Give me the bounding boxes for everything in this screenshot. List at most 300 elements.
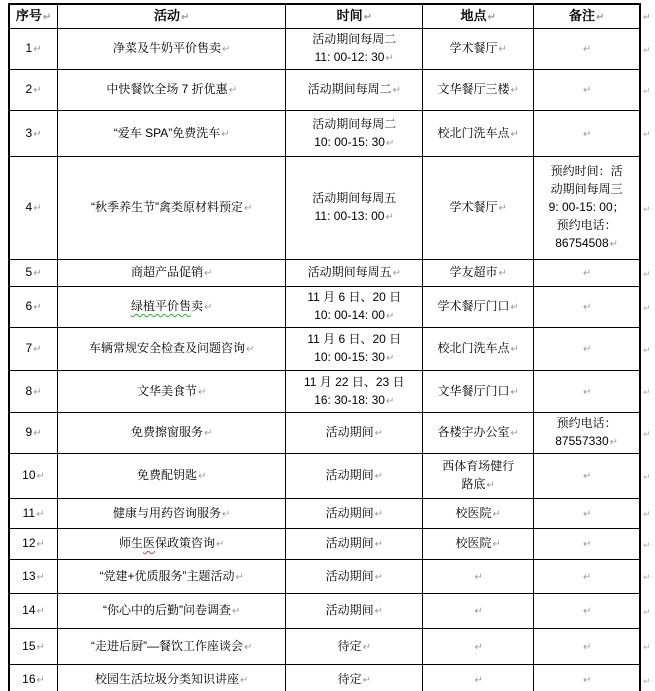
table-row [9,499,654,529]
cell-time[interactable] [286,413,423,454]
cell-location[interactable] [423,260,534,287]
paragraph-mark-icon: ↵ [374,571,383,583]
cell-line: 3↵ [25,125,42,140]
cell-no[interactable] [9,328,58,371]
cell-activity[interactable] [58,328,286,371]
cell-time[interactable] [286,157,423,260]
paragraph-mark-icon: ↵ [582,128,592,140]
cell-no[interactable] [9,594,58,629]
cell-line: 校医院↵ [455,536,501,550]
paragraph-mark-icon: ↵ [582,508,592,520]
cell-line: 西体育场健行 [442,459,515,473]
cell-line: 11 月 6 日、20 日 [307,332,402,346]
table-row [9,413,654,454]
paragraph-mark-icon: ↵ [582,674,592,686]
cell-no[interactable] [9,499,58,529]
cell-line: 5↵ [25,265,42,279]
end-of-row-mark-icon: ↵ [643,509,651,519]
cell-line: 预约时间：活 [550,164,623,178]
paragraph-mark-icon: ↵ [42,11,52,23]
paragraph-mark-icon: ↵ [385,353,395,364]
paragraph-mark-icon: ↵ [36,508,45,520]
paragraph-mark-icon: ↵ [204,268,213,279]
cell-location[interactable] [423,70,534,111]
cell-activity[interactable] [58,111,286,157]
end-of-row-mark-icon: ↵ [643,129,651,139]
cell-line: 16: 30-18: 30↵ [314,392,395,407]
paragraph-mark-icon: ↵ [33,85,42,96]
cell-no[interactable] [9,529,58,560]
paragraph-mark-icon: ↵ [33,128,42,140]
activity-text: 校园生活垃圾分类知识讲座 [95,671,240,686]
cell-time[interactable] [286,629,423,665]
cell-line: 文华餐厅门口↵ [437,383,519,398]
paragraph-mark-icon: ↵ [582,268,592,279]
paragraph-mark-icon: ↵ [362,641,371,653]
cell-line: 10: 00-14: 00↵ [314,308,395,322]
cell-location[interactable] [423,29,534,70]
cell-line: 活动期间每周五 [312,191,397,205]
table-row [9,529,654,560]
spellcheck-underline: 绿植平价售 [131,299,192,313]
cell-line: 15↵ [22,638,45,653]
paragraph-mark-icon: ↵ [181,11,190,23]
cell-note[interactable] [534,111,640,157]
table-row [9,157,654,260]
cell-line: 2↵ [25,82,42,96]
row-end-cell [640,328,654,371]
cell-line: 11 月 6 日、20 日 [307,290,402,304]
end-of-row-mark-icon: ↵ [643,302,651,313]
cell-line: 11 月 22 日、23 日 [304,374,405,389]
paragraph-mark-icon: ↵ [510,85,519,96]
activity-text: 师生 [119,536,144,550]
paragraph-mark-icon: ↵ [36,641,45,653]
column-header-time[interactable] [286,4,423,29]
activity-text: “你心中的后勤”问卷调查 [103,603,232,617]
cell-note[interactable] [534,499,640,529]
paragraph-mark-icon: ↵ [246,344,255,355]
activity-text: “秋季养生节”禽类原材料预定 [91,200,244,214]
cell-location[interactable] [423,111,534,157]
paragraph-mark-icon: ↵ [36,606,45,617]
paragraph-mark-icon: ↵ [222,508,231,520]
paragraph-mark-icon: ↵ [582,302,592,313]
table-row [9,29,654,70]
column-header-note[interactable] [534,4,640,29]
cell-activity[interactable] [58,157,286,260]
cell-time[interactable] [286,594,423,629]
activity-text: 免费配钥匙 [137,468,198,482]
end-of-row-mark-icon: ↵ [643,85,651,96]
activity-text: 中快餐饮全场 7 折优惠 [106,82,228,96]
cell-activity[interactable] [58,454,286,499]
paragraph-mark-icon: ↵ [216,539,225,550]
cell-line: 活动期间↵ [325,603,383,617]
cell-note[interactable] [534,665,640,691]
paragraph-mark-icon: ↵ [582,641,592,653]
cell-line: 10: 00-15: 30↵ [314,134,395,149]
cell-note[interactable] [534,29,640,70]
column-header-activity[interactable] [58,4,286,29]
cell-activity[interactable] [58,499,286,529]
cell-location[interactable] [423,560,534,594]
cell-activity[interactable] [58,560,286,594]
paragraph-mark-icon: ↵ [582,85,592,96]
cell-line: 待定↵ [337,638,371,653]
paragraph-mark-icon: ↵ [33,344,42,355]
paragraph-mark-icon: ↵ [510,344,519,355]
cell-line: 11: 00-13: 00↵ [314,209,394,223]
cell-activity[interactable] [58,371,286,413]
paragraph-mark-icon: ↵ [474,641,483,653]
paragraph-mark-icon: ↵ [374,606,383,617]
paragraph-mark-icon: ↵ [36,539,45,550]
cell-activity[interactable] [58,260,286,287]
cell-line: 学术餐厅门口↵ [437,299,519,313]
end-of-row-mark-icon: ↵ [643,471,651,482]
cell-line: 8↵ [25,383,42,398]
paragraph-mark-icon: ↵ [582,44,592,55]
table-row [9,260,654,287]
paragraph-mark-icon: ↵ [33,302,42,313]
cell-time[interactable] [286,454,423,499]
cell-no[interactable] [9,665,58,691]
row-end-cell [640,70,654,111]
cell-line: 活动期间↵ [325,425,383,439]
cell-time[interactable] [286,529,423,560]
header-label: 地点 [460,7,487,23]
cell-note[interactable] [534,371,640,413]
paragraph-mark-icon: ↵ [510,386,519,398]
activity-text: 免费擦窗服务 [131,425,204,439]
cell-note[interactable] [534,529,640,560]
end-of-row-mark-icon: ↵ [643,606,651,617]
cell-line: 活动期间每周二 [312,32,397,46]
cell-activity[interactable] [58,29,286,70]
paragraph-mark-icon: ↵ [474,606,483,617]
cell-line: 12↵ [22,536,45,550]
cell-line: 文华餐厅三楼↵ [437,82,519,96]
paragraph-mark-icon: ↵ [492,539,501,550]
activity-text: “党建+优质服务”主题活动 [99,568,235,583]
paragraph-mark-icon: ↵ [486,480,495,491]
row-end-cell [640,529,654,560]
end-of-row-mark-icon: ↵ [643,642,651,652]
paragraph-mark-icon: ↵ [374,428,383,439]
paragraph-mark-icon: ↵ [498,203,507,214]
row-end-cell [640,157,654,260]
paragraph-mark-icon: ↵ [609,239,619,250]
header-label: 备注 [568,7,595,23]
paragraph-mark-icon: ↵ [232,606,241,617]
table-row [9,629,654,665]
cell-location[interactable] [423,454,534,499]
paragraph-mark-icon: ↵ [228,85,238,96]
cell-line: 4↵ [25,200,42,214]
paragraph-mark-icon: ↵ [244,641,253,653]
row-end-cell [640,629,654,665]
cell-line: 11: 00-12: 30↵ [314,50,394,64]
end-of-row-mark-icon: ↵ [643,572,651,582]
cell-activity[interactable] [58,629,286,665]
cell-note[interactable] [534,260,640,287]
paragraph-mark-icon: ↵ [198,386,207,398]
cell-time[interactable] [286,328,423,371]
activity-text: 卖 [191,299,204,313]
row-end-cell [640,413,654,454]
table-row [9,287,654,328]
cell-line: 学友超市↵ [449,265,507,279]
cell-time[interactable] [286,29,423,70]
activity-text: 净菜及牛奶平价售卖 [113,41,222,55]
cell-activity[interactable] [58,70,286,111]
cell-line: 7↵ [25,341,42,355]
cell-line: 9↵ [25,425,42,439]
table-body [9,29,654,691]
spellcheck-underline: 医 [143,536,156,550]
cell-line: 预约电话： [556,218,617,232]
paragraph-mark-icon: ↵ [374,471,383,482]
row-end-cell [640,560,654,594]
paragraph-mark-icon: ↵ [363,11,372,23]
activity-text: 健康与用药咨询服务 [113,505,222,520]
row-end-cell [640,4,654,29]
cell-time[interactable] [286,499,423,529]
activity-text: “爱车 SPA”免费洗车 [113,125,221,140]
cell-activity[interactable] [58,287,286,328]
row-end-cell [640,111,654,157]
cell-location[interactable] [423,499,534,529]
cell-line: 活动期间↵ [325,468,383,482]
cell-no[interactable] [9,371,58,413]
paragraph-mark-icon: ↵ [221,128,230,140]
end-of-row-mark-icon: ↵ [643,675,651,686]
paragraph-mark-icon: ↵ [582,571,592,583]
cell-location[interactable] [423,157,534,260]
paragraph-mark-icon: ↵ [36,674,45,686]
cell-no[interactable] [9,413,58,454]
cell-line: 校医院↵ [455,505,501,520]
paragraph-mark-icon: ↵ [244,203,253,214]
activity-text: 商超产品促销 [131,265,204,279]
cell-line: 活动期间每周五↵ [307,265,401,279]
row-end-cell [640,665,654,691]
cell-line: 10↵ [22,468,45,482]
cell-line: 活动期间每周二 [312,116,397,131]
paragraph-mark-icon: ↵ [510,428,519,439]
activity-text: 文华美食节 [137,383,198,398]
paragraph-mark-icon: ↵ [492,508,501,520]
table-row [9,70,654,111]
row-end-cell [640,260,654,287]
cell-line: 6↵ [25,299,42,313]
cell-line: 9: 00-15: 00； [548,200,625,214]
table-row [9,328,654,371]
activity-text: “走进后厨”—餐饮工作座谈会 [91,638,244,653]
paragraph-mark-icon: ↵ [36,471,45,482]
cell-line: 各楼宇办公室↵ [437,425,519,439]
table-row [9,111,654,157]
cell-location[interactable] [423,594,534,629]
header-label: 时间 [336,7,363,23]
cell-location[interactable] [423,287,534,328]
cell-line: 校北门洗车点↵ [437,125,519,140]
cell-line: 活动期间↵ [325,536,383,550]
column-header-no[interactable] [9,4,58,29]
cell-time[interactable] [286,111,423,157]
cell-location[interactable] [423,413,534,454]
cell-line: 学术餐厅↵ [449,41,507,55]
paragraph-mark-icon: ↵ [198,471,207,482]
paragraph-mark-icon: ↵ [385,311,395,322]
cell-line: 活动期间↵ [325,505,383,520]
cell-location[interactable] [423,371,534,413]
paragraph-mark-icon: ↵ [204,302,213,313]
paragraph-mark-icon: ↵ [385,53,394,64]
end-of-row-mark-icon: ↵ [643,44,651,55]
cell-activity[interactable] [58,665,286,691]
cell-note[interactable] [534,70,640,111]
cell-line: 活动期间↵ [325,568,383,583]
paragraph-mark-icon: ↵ [33,386,42,398]
cell-no[interactable] [9,70,58,111]
paragraph-mark-icon: ↵ [582,344,592,355]
paragraph-mark-icon: ↵ [362,674,371,686]
paragraph-mark-icon: ↵ [240,674,249,686]
header-row [9,4,654,29]
cell-note[interactable] [534,560,640,594]
cell-note[interactable] [534,454,640,499]
paragraph-mark-icon: ↵ [374,508,383,520]
paragraph-mark-icon: ↵ [392,268,401,279]
end-of-row-mark-icon: ↵ [643,268,651,279]
cell-activity[interactable] [58,594,286,629]
cell-no[interactable] [9,29,58,70]
paragraph-mark-icon: ↵ [498,44,507,55]
paragraph-mark-icon: ↵ [474,571,483,583]
cell-note[interactable] [534,594,640,629]
cell-line: 路底↵ [461,477,495,491]
table-row [9,665,654,691]
paragraph-mark-icon: ↵ [582,471,592,482]
activity-text: 车辆常规安全检查及问题咨询 [89,341,246,355]
paragraph-mark-icon: ↵ [33,44,42,55]
paragraph-mark-icon: ↵ [510,128,519,140]
cell-line: 1↵ [25,41,42,55]
cell-no[interactable] [9,287,58,328]
table-row [9,560,654,594]
table-row [9,371,654,413]
paragraph-mark-icon: ↵ [595,11,605,23]
cell-time[interactable] [286,665,423,691]
cell-time[interactable] [286,70,423,111]
cell-note[interactable] [534,157,640,260]
cell-line: 预约电话： [556,416,617,430]
end-of-row-mark-icon: ↵ [643,539,651,550]
paragraph-mark-icon: ↵ [33,428,42,439]
cell-time[interactable] [286,287,423,328]
cell-line: 校北门洗车点↵ [437,341,519,355]
cell-note[interactable] [534,629,640,665]
row-end-cell [640,371,654,413]
cell-no[interactable] [9,629,58,665]
column-header-location[interactable] [423,4,534,29]
table-row [9,454,654,499]
cell-note[interactable] [534,287,640,328]
cell-location[interactable] [423,629,534,665]
paragraph-mark-icon: ↵ [204,428,213,439]
paragraph-mark-icon: ↵ [474,674,483,686]
cell-line: 学术餐厅↵ [449,200,507,214]
paragraph-mark-icon: ↵ [510,302,519,313]
cell-no[interactable] [9,560,58,594]
cell-note[interactable] [534,328,640,371]
cell-line: 86754508↵ [555,236,619,250]
header-label: 活动 [154,7,181,23]
cell-time[interactable] [286,560,423,594]
paragraph-mark-icon: ↵ [36,571,45,583]
end-of-row-mark-icon: ↵ [643,11,651,22]
end-of-row-mark-icon: ↵ [643,344,651,355]
paragraph-mark-icon: ↵ [609,437,619,448]
cell-location[interactable] [423,529,534,560]
cell-line: 14↵ [22,603,45,617]
paragraph-mark-icon: ↵ [33,203,42,214]
header-label: 序号 [15,7,42,23]
end-of-row-mark-icon: ↵ [643,428,651,439]
row-end-cell [640,287,654,328]
cell-location[interactable] [423,328,534,371]
row-end-cell [640,29,654,70]
end-of-row-mark-icon: ↵ [643,387,651,397]
cell-no[interactable] [9,111,58,157]
cell-line: 87557330↵ [555,434,619,448]
activities-table [8,3,655,691]
row-end-cell [640,499,654,529]
cell-line: 13↵ [22,568,45,583]
end-of-row-mark-icon: ↵ [643,203,651,214]
paragraph-mark-icon: ↵ [33,268,42,279]
cell-no[interactable] [9,454,58,499]
paragraph-mark-icon: ↵ [235,571,244,583]
cell-line: 动期间每周三 [550,182,623,196]
paragraph-mark-icon: ↵ [385,212,394,223]
cell-note[interactable] [534,413,640,454]
paragraph-mark-icon: ↵ [392,85,401,96]
cell-activity[interactable] [58,413,286,454]
paragraph-mark-icon: ↵ [487,11,496,23]
cell-activity[interactable] [58,529,286,560]
cell-no[interactable] [9,157,58,260]
paragraph-mark-icon: ↵ [374,539,383,550]
cell-no[interactable] [9,260,58,287]
paragraph-mark-icon: ↵ [582,539,592,550]
cell-line: 11↵ [22,505,45,520]
paragraph-mark-icon: ↵ [498,268,507,279]
cell-location[interactable] [423,665,534,691]
row-end-cell [640,454,654,499]
paragraph-mark-icon: ↵ [582,386,592,398]
paragraph-mark-icon: ↵ [385,395,395,407]
cell-line: 10: 00-15: 30↵ [314,350,395,364]
cell-time[interactable] [286,371,423,413]
cell-time[interactable] [286,260,423,287]
row-end-cell [640,594,654,629]
table-row [9,594,654,629]
paragraph-mark-icon: ↵ [385,137,395,149]
activity-text: 保政策咨询 [155,536,216,550]
